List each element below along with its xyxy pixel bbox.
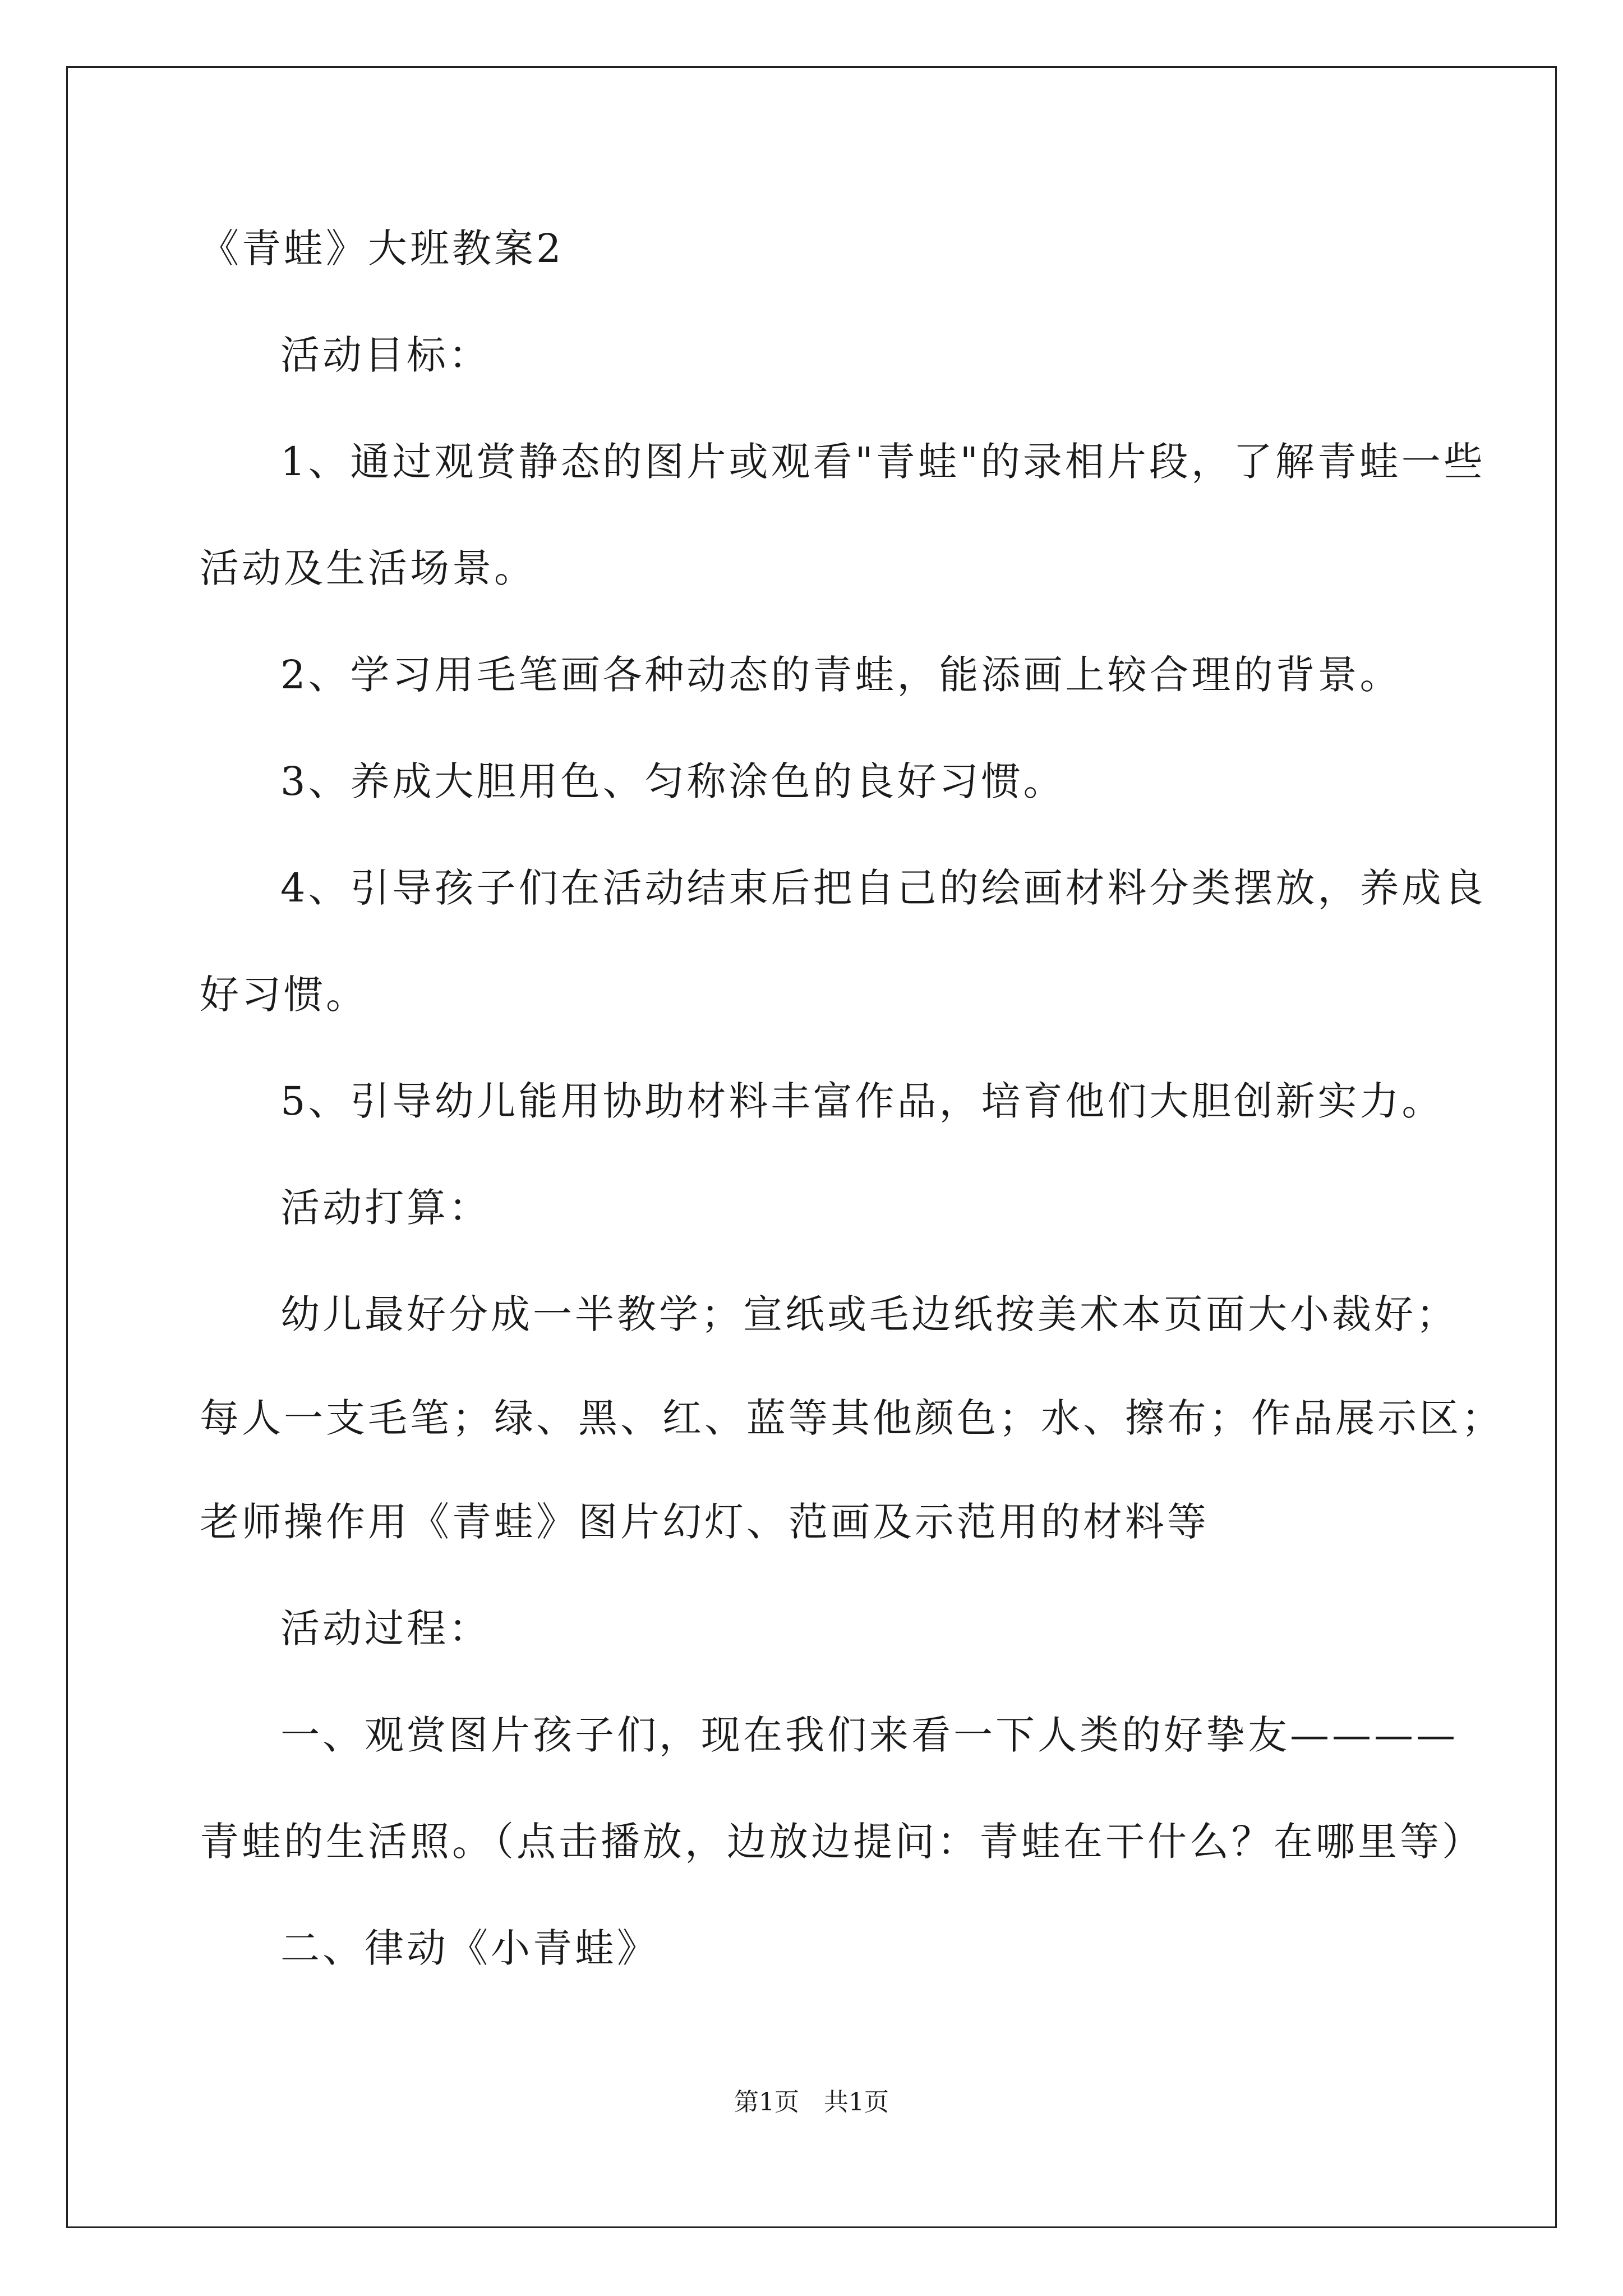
- page-number: 第1页 共1页: [734, 2088, 889, 2116]
- paragraph-line: 5、引导幼儿能用协助材料丰富作品，培育他们大胆创新实力。: [280, 1078, 1444, 1124]
- paragraph-line: 4、引导孩子们在活动结束后把自己的绘画材料分类摆放，养成良: [280, 865, 1486, 911]
- section-heading-process: 活动过程：: [280, 1605, 491, 1651]
- paragraph-line: 2、学习用毛笔画各种动态的青蛙，能添画上较合理的背景。: [280, 652, 1402, 698]
- section-heading-goals: 活动目标：: [280, 332, 491, 378]
- paragraph-line: 1、通过观赏静态的图片或观看"青蛙"的录相片段，了解青蛙一些: [280, 439, 1486, 485]
- paragraph-line: 幼儿最好分成一半教学；宣纸或毛边纸按美术本页面大小裁好；: [280, 1291, 1458, 1337]
- paragraph-line: 青蛙的生活照。（点击播放，边放边提问：青蛙在干什么？在哪里等）: [200, 1819, 1484, 1865]
- paragraph-line: 好习惯。: [200, 972, 368, 1018]
- paragraph-line: 活动及生活场景。: [200, 545, 536, 591]
- section-heading-preparation: 活动打算：: [280, 1185, 491, 1231]
- paragraph-line: 一、观赏图片孩子们，现在我们来看一下人类的好挚友————: [280, 1712, 1458, 1758]
- document-title: 《青蛙》大班教案2: [200, 226, 564, 272]
- paragraph-line: 二、律动《小青蛙》: [280, 1925, 659, 1971]
- paragraph-line: 每人一支毛笔；绿、黑、红、蓝等其他颜色；水、擦布；作品展示区；: [200, 1395, 1504, 1441]
- paragraph-line: 3、养成大胆用色、匀称涂色的良好习惯。: [280, 758, 1066, 804]
- paragraph-line: 老师操作用《青蛙》图片幻灯、范画及示范用的材料等: [200, 1499, 1209, 1545]
- page-border: [66, 66, 1557, 2228]
